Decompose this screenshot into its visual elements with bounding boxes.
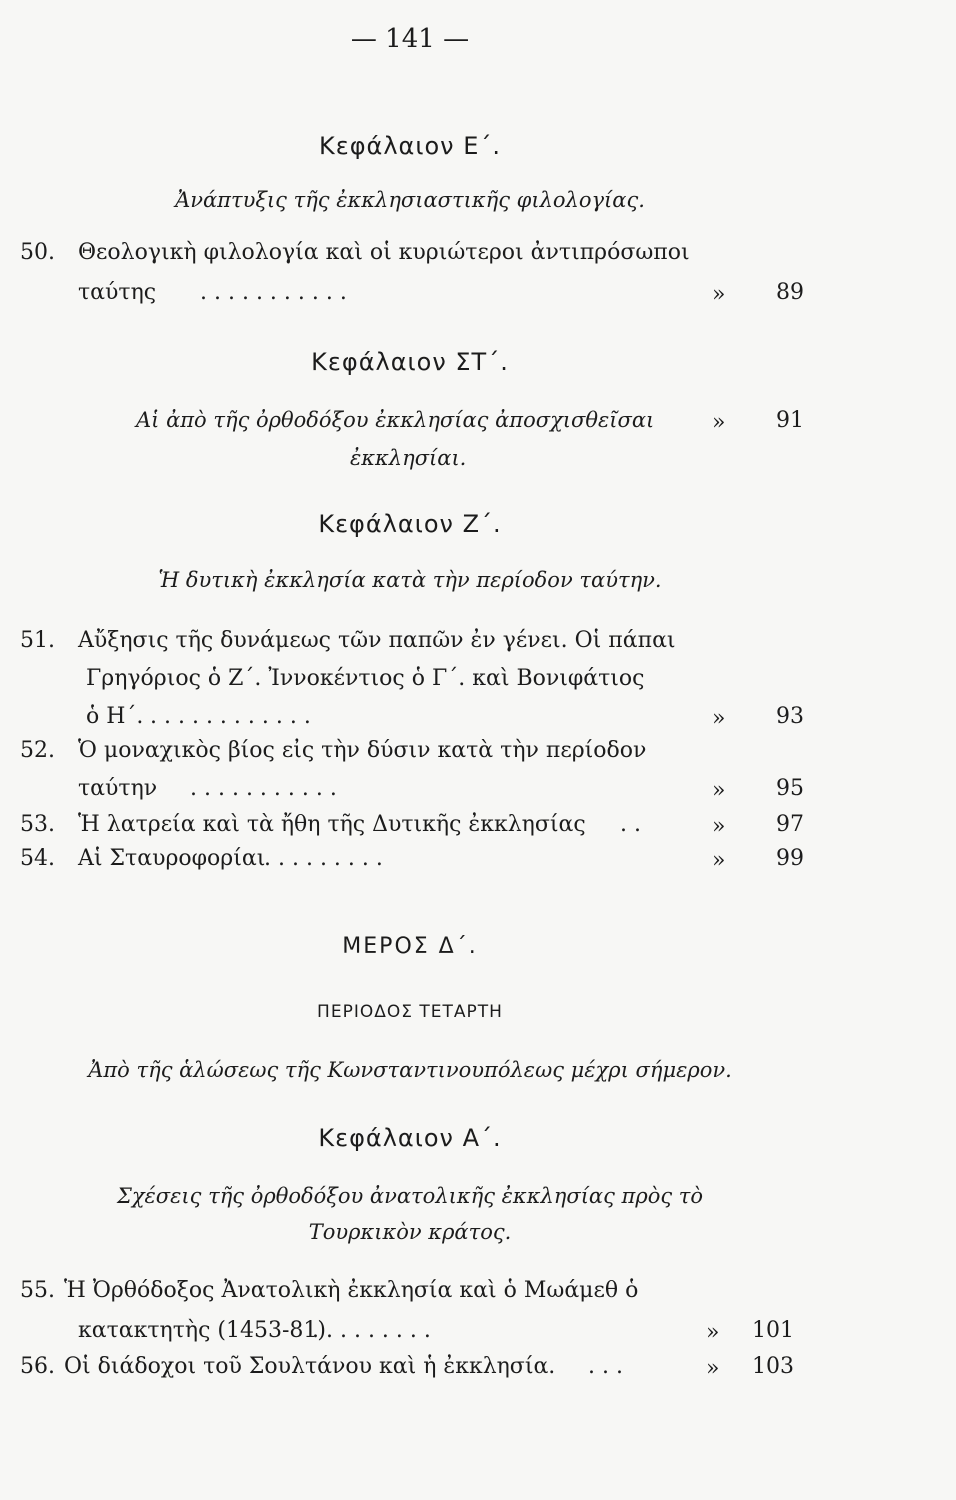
entry-number: 55. xyxy=(20,1278,55,1303)
entry-page: 97 xyxy=(776,812,804,837)
quote-mark: » xyxy=(706,1320,720,1345)
entry-page: 91 xyxy=(776,408,804,433)
chapter-subtitle-a-cont: Τουρκικὸν κράτος. xyxy=(308,1220,512,1244)
chapter-heading-st: Κεφάλαιον ΣΤ΄. xyxy=(311,348,509,376)
entry-title: Ὁ μοναχικὸς βίος εἰς τὴν δύσιν κατὰ τὴν περίοδον xyxy=(78,738,647,763)
entry-title-cont: Γρηγόριος ὁ Ζ΄. Ἰννοκέντιος ὁ Γ΄. καὶ Βονιφάτιος xyxy=(86,666,645,691)
entry-page: 99 xyxy=(776,846,804,871)
chapter-heading-z: Κεφάλαιον Ζ΄. xyxy=(318,510,502,538)
chapter-subtitle-a: Σχέσεις τῆς ὀρθοδόξου ἀνατολικῆς ἐκκλησίας πρὸς τὸ xyxy=(116,1184,704,1208)
chapter-heading-a: Κεφάλαιον Α΄. xyxy=(318,1124,502,1152)
quote-mark: » xyxy=(712,778,726,803)
entry-title: Αὔξησις τῆς δυνάμεως τῶν παπῶν ἐν γένει. Οἱ πάπαι xyxy=(78,628,676,653)
entry-page: 93 xyxy=(776,704,804,729)
leader-dots: . . . . . . . . . . . . xyxy=(150,704,311,729)
entry-title-cont: ὁ Η΄. xyxy=(86,704,144,729)
leader-dots: . . xyxy=(620,812,641,837)
entry-page: 103 xyxy=(752,1354,794,1379)
entry-page: 89 xyxy=(776,280,804,305)
quote-mark: » xyxy=(712,706,726,731)
leader-dots: . . . . . . . . . . . xyxy=(200,280,347,305)
quote-mark: » xyxy=(712,282,726,307)
entry-title-cont: κατακτητὴς (1453-81) xyxy=(78,1318,326,1343)
period-title: ΠΕΡΙΟΔΟΣ ΤΕΤΑΡΤΗ xyxy=(317,1002,503,1022)
leader-dots: . . . xyxy=(588,1354,623,1379)
part-subtitle: Ἀπὸ τῆς ἁλώσεως τῆς Κωνσταντινουπόλεως μέχρι σήμερον. xyxy=(88,1058,732,1082)
quote-mark: » xyxy=(712,814,726,839)
leader-dots: . . . . . . . . . xyxy=(264,846,383,871)
entry-title-cont: ταύτην xyxy=(78,776,158,801)
chapter-subtitle-st: Αἱ ἀπὸ τῆς ὀρθοδόξου ἐκκλησίας ἀποσχισθεῖσαι xyxy=(136,408,655,432)
entry-number: 52. xyxy=(20,738,55,763)
entry-title: Θεολογικὴ φιλολογία καὶ οἱ κυριώτεροι ἀντιπρόσωποι xyxy=(78,240,690,265)
entry-number: 56. xyxy=(20,1354,55,1379)
leader-dots: . . . . . . . . . . . xyxy=(190,776,337,801)
entry-page: 101 xyxy=(752,1318,794,1343)
entry-title: Ἡ Ὀρθόδοξος Ἀνατολικὴ ἐκκλησία καὶ ὁ Μωάμεθ ὁ xyxy=(64,1278,639,1303)
entry-number: 50. xyxy=(20,240,55,265)
entry-number: 51. xyxy=(20,628,55,653)
chapter-subtitle-z: Ἡ δυτικὴ ἐκκλησία κατὰ τὴν περίοδον ταύτην. xyxy=(158,568,662,592)
entry-title-cont: ταύτης xyxy=(78,280,157,305)
page-number: — 141 — xyxy=(350,24,470,54)
chapter-subtitle-e: Ἀνάπτυξις τῆς ἐκκλησιαστικῆς φιλολογίας. xyxy=(175,188,645,212)
entry-title: Ἡ λατρεία καὶ τὰ ἤθη τῆς Δυτικῆς ἐκκλησίας xyxy=(78,812,586,837)
entry-page: 95 xyxy=(776,776,804,801)
quote-mark: » xyxy=(712,410,726,435)
entry-title: Οἱ διάδοχοι τοῦ Σουλτάνου καὶ ἡ ἐκκλησία. xyxy=(64,1354,556,1379)
part-title: ΜΕΡΟΣ Δ΄. xyxy=(342,934,478,959)
quote-mark: » xyxy=(706,1356,720,1381)
entry-number: 54. xyxy=(20,846,55,871)
chapter-subtitle-st-cont: ἐκκλησίαι. xyxy=(350,446,467,470)
entry-number: 53. xyxy=(20,812,55,837)
entry-title: Αἱ Σταυροφορίαι xyxy=(78,846,266,871)
leader-dots: . . . . . . . . . xyxy=(312,1318,431,1343)
chapter-heading-e: Κεφάλαιον Ε΄. xyxy=(318,132,502,160)
quote-mark: » xyxy=(712,848,726,873)
